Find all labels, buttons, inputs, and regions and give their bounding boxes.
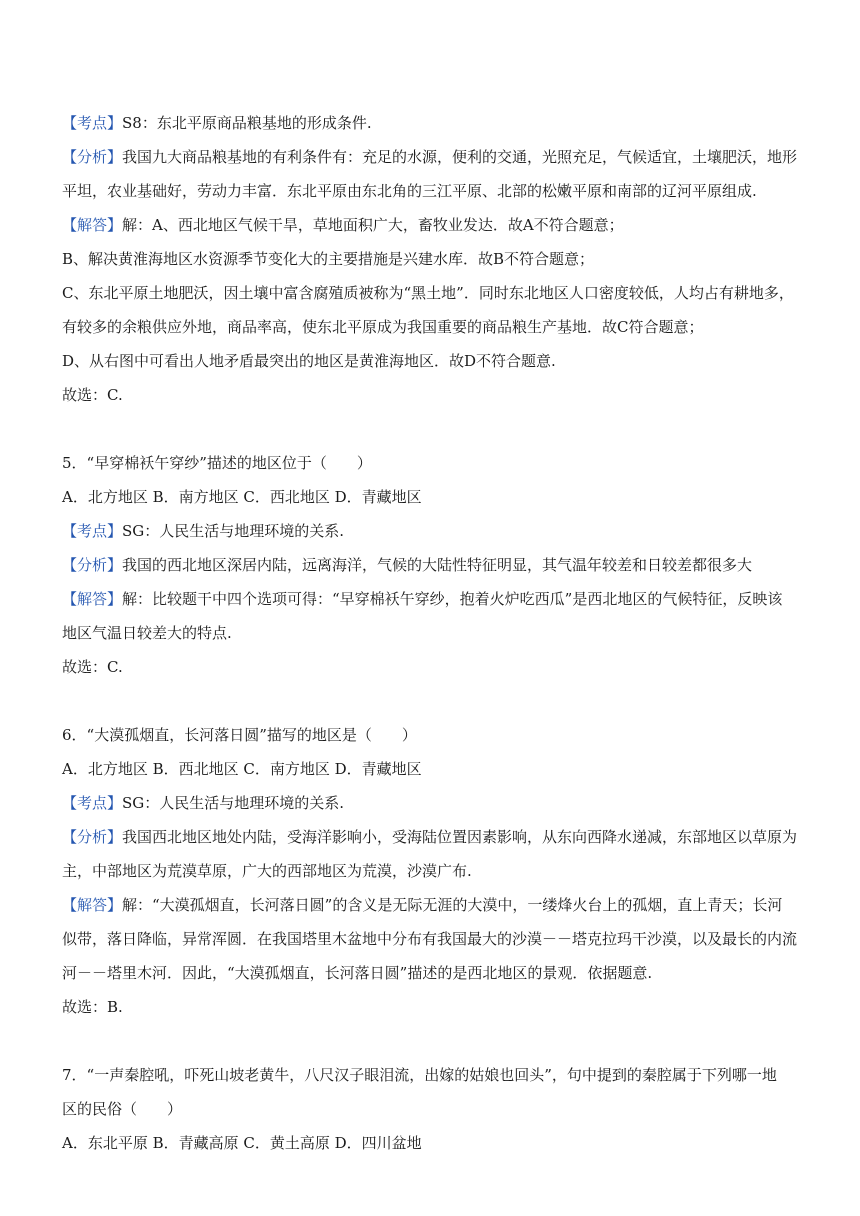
q7-stem: 7．“一声秦腔吼，吓死山坡老黄牛，八尺汉子眼泪流，出嫁的姑娘也回头”，句中提到的秦腔属于下列哪一地 bbox=[62, 1066, 777, 1084]
kaodian-tag: 【考点】 bbox=[62, 794, 123, 812]
q5-options: A．北方地区 B．南方地区 C．西北地区 D．青藏地区 bbox=[62, 488, 422, 506]
q6-jieda: 【解答】解：“大漠孤烟直，长河落日圆”的含义是无际无涯的大漠中，一缕烽火台上的孤烟，直上青天；长河 bbox=[62, 896, 783, 914]
spacer bbox=[62, 1024, 810, 1058]
spacer bbox=[62, 412, 810, 446]
q6-jieda-cont-1: 似带，落日降临，异常浑圆．在我国塔里木盆地中分布有我国最大的沙漠－－塔克拉玛干沙漠，以及最长的内流 bbox=[62, 930, 798, 948]
kaodian-tag: 【考点】 bbox=[62, 114, 123, 132]
q4-kaodian: 【考点】S8：东北平原商品粮基地的形成条件. bbox=[62, 114, 372, 132]
q4-fenxi-cont: 平坦，农业基础好，劳动力丰富．东北平原由东北角的三江平原、北部的松嫩平原和南部的辽河平原组成. bbox=[62, 182, 757, 200]
fenxi-tag: 【分析】 bbox=[62, 148, 123, 166]
fenxi-tag: 【分析】 bbox=[62, 556, 123, 574]
q4-jieda-d: D、从右图中可看出人地矛盾最突出的地区是黄淮海地区．故D不符合题意. bbox=[62, 352, 556, 370]
fenxi-tag: 【分析】 bbox=[62, 828, 123, 846]
q5-answer: 故选：C. bbox=[62, 658, 123, 676]
q7-stem-cont: 区的民俗（ ） bbox=[62, 1100, 183, 1118]
q5-stem: 5．“早穿棉袄午穿纱”描述的地区位于（ ） bbox=[62, 454, 372, 472]
jieda-tag: 【解答】 bbox=[62, 896, 123, 914]
q6-jieda-cont-2: 河－－塔里木河．因此，“大漠孤烟直，长河落日圆”描述的是西北地区的景观．依据题意. bbox=[62, 964, 653, 982]
q4-answer: 故选：C. bbox=[62, 386, 123, 404]
q5-jieda: 【解答】解：比较题干中四个选项可得：“早穿棉袄午穿纱，抱着火炉吃西瓜”是西北地区的气候特征，反映该 bbox=[62, 590, 783, 608]
jieda-tag: 【解答】 bbox=[62, 216, 123, 234]
jieda-tag: 【解答】 bbox=[62, 590, 123, 608]
q4-jieda-c-cont: 有较多的余粮供应外地，商品率高，使东北平原成为我国重要的商品粮生产基地．故C符合题意； bbox=[62, 318, 704, 336]
q4-jieda-b: B、解决黄淮海地区水资源季节变化大的主要措施是兴建水库．故B不符合题意； bbox=[62, 250, 595, 268]
spacer bbox=[62, 684, 810, 718]
q6-fenxi-cont: 主，中部地区为荒漠草原，广大的西部地区为荒漠，沙漠广布. bbox=[62, 862, 472, 880]
q7-options: A．东北平原 B．青藏高原 C．黄土高原 D．四川盆地 bbox=[62, 1134, 422, 1152]
q5-jieda-cont: 地区气温日较差大的特点. bbox=[62, 624, 232, 642]
q6-stem: 6．“大漠孤烟直，长河落日圆”描写的地区是（ ） bbox=[62, 726, 417, 744]
q6-kaodian: 【考点】SG：人民生活与地理环境的关系. bbox=[62, 794, 345, 812]
q6-fenxi: 【分析】我国西北地区地处内陆，受海洋影响小，受海陆位置因素影响，从东向西降水递减，东部地区以草原为 bbox=[62, 828, 798, 846]
q5-fenxi: 【分析】我国的西北地区深居内陆，远离海洋，气候的大陆性特征明显，其气温年较差和日较差都很多大 bbox=[62, 556, 753, 574]
q4-jieda: 【解答】解：A、西北地区气候干旱，草地面积广大，畜牧业发达．故A不符合题意； bbox=[62, 216, 624, 234]
q6-options: A．北方地区 B．西北地区 C．南方地区 D．青藏地区 bbox=[62, 760, 422, 778]
q5-kaodian: 【考点】SG：人民生活与地理环境的关系. bbox=[62, 522, 345, 540]
q4-fenxi: 【分析】我国九大商品粮基地的有利条件有：充足的水源，便利的交通，光照充足，气候适宜，土壤肥沃，地形 bbox=[62, 148, 798, 166]
q4-jieda-c: C、东北平原土地肥沃，因土壤中富含腐殖质被称为“黑土地”．同时东北地区人口密度较低，人均占有耕地多， bbox=[62, 284, 794, 302]
kaodian-tag: 【考点】 bbox=[62, 522, 123, 540]
q6-answer: 故选：B. bbox=[62, 998, 123, 1016]
